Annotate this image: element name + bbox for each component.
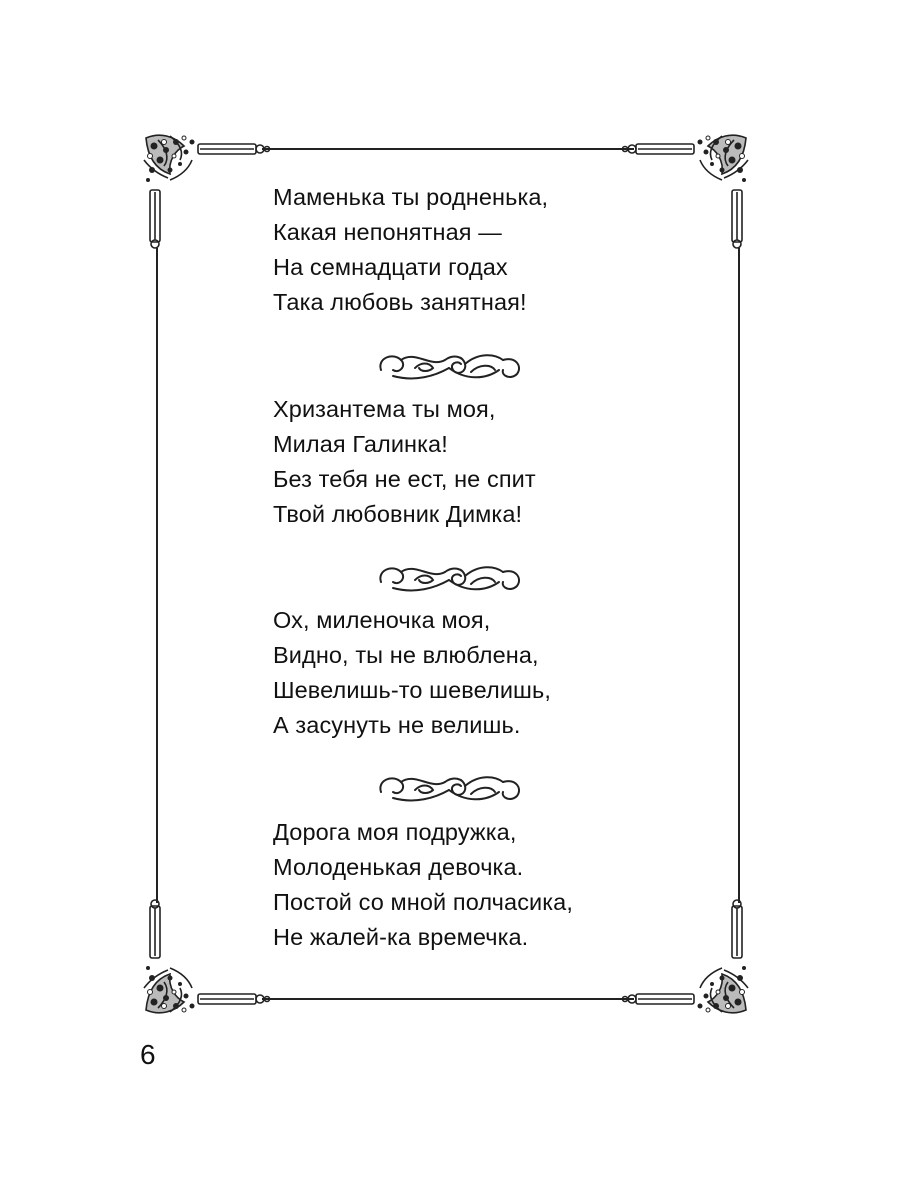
frame-top-border: [262, 148, 634, 150]
poem-line: Без тебя не ест, не спит: [273, 466, 536, 492]
scroll-flourish-icon: [375, 768, 525, 808]
poem-stanza-1: [273, 180, 548, 320]
frame-right-border: [738, 248, 740, 903]
floral-corner-ornament-icon: [622, 898, 752, 1018]
page-number: 6: [140, 1039, 156, 1070]
floral-corner-ornament-icon: [140, 130, 270, 250]
scroll-flourish-icon: [375, 346, 525, 386]
poem-line: На семнадцати годах: [273, 254, 508, 280]
frame-bottom-border: [262, 998, 634, 1000]
poem-line: Хризантема ты моя,: [273, 396, 496, 422]
poem-stanza-2: [273, 392, 536, 532]
poem-line: Така любовь занятная!: [273, 289, 527, 315]
poem-line: Ох, миленочка моя,: [273, 607, 491, 633]
floral-corner-ornament-icon: [140, 898, 270, 1018]
frame-left-border: [156, 248, 158, 903]
poem-line: Постой со мной полчасика,: [273, 889, 573, 915]
poem-line: Милая Галинка!: [273, 431, 448, 457]
poem-line: Видно, ты не влюблена,: [273, 642, 539, 668]
poem-line: Шевелишь-то шевелишь,: [273, 677, 551, 703]
poem-line: Молоденькая девочка.: [273, 854, 524, 880]
poem-stanza-4: [273, 815, 573, 955]
floral-corner-ornament-icon: [622, 130, 752, 250]
poem-line: Маменька ты родненька,: [273, 184, 549, 210]
poem-stanza-3: [273, 603, 551, 743]
scroll-flourish-icon: [375, 558, 525, 598]
poem-line: А засунуть не велишь.: [273, 712, 521, 738]
poem-line: Какая непонятная —: [273, 219, 502, 245]
poem-line: Не жалей-ка времечка.: [273, 924, 529, 950]
poem-line: Дорога моя подружка,: [273, 819, 517, 845]
poem-line: Твой любовник Димка!: [273, 501, 523, 527]
